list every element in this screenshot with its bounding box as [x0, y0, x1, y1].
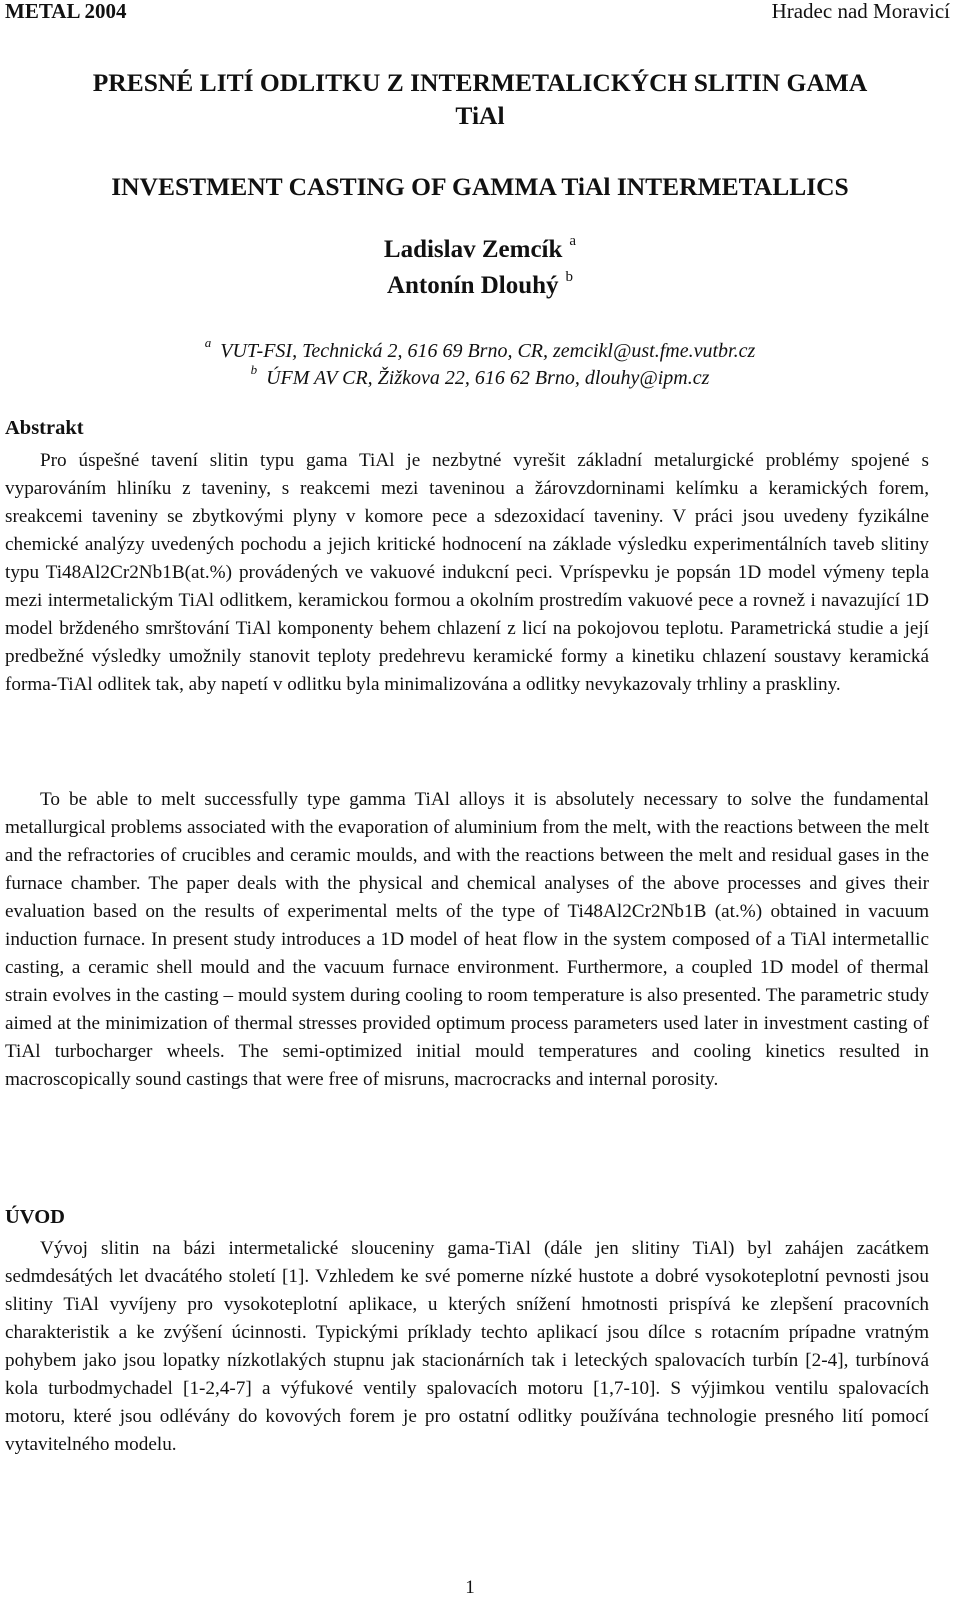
affiliation-2 [0, 362, 960, 390]
affiliation-mark: a [204, 335, 212, 350]
author-2 [0, 269, 960, 300]
author-affiliation-mark: a [569, 233, 577, 249]
affiliation-text: VUT-FSI, Technická 2, 616 69 Brno, CR, zemcikl@ust.fme.vutbr.cz [220, 340, 756, 362]
affiliation-mark: b [250, 362, 258, 377]
intro-paragraph: Vývoj slitin na bázi intermetalické slouceniny gama-TiAl (dále jen slitiny TiAl) byl zahájen zacátkem sedmdesátých let dvacátého století [1]. Vzhledem ke své pomerne nízké hustote a dobré vysokoteplotní pevnosti jsou slitiny TiAl vyvíjeny pro vysokoteplotní aplikace, u kterých snížení hmotnosti prispívá ke zlepšení pracovních charakteristik a ke zvýšení úcinnosti. Typickými príklady techto aplikací jsou dílce s rotacním prípadne vratným pohybem jako jsou lopatky nízkotlakých stupnu jak stacionárních tak i leteckých spalovacích turbín [2-4], turbínová kola turbodmychadel [1-2,4-7] a výfukové ventily spalovacích motoru [1,7-10]. S výjimkou ventilu spalovacích motoru, které jsou odlévány do kovových forem je pro ostatní odlitky používána technologie presného lití pomocí vytavitelného modelu. [5, 1238, 929, 1455]
intro-heading: ÚVOD [5, 1206, 65, 1228]
author-1 [0, 233, 960, 264]
page-number: 1 [465, 1577, 475, 1598]
conference-location: Hradec nad Moravicí [771, 0, 950, 23]
title-czech-line1: PRESNÉ LITÍ ODLITKU Z INTERMETALICKÝCH SLITIN GAMA [92, 68, 868, 97]
title-czech-line2: TiAl [455, 101, 505, 130]
author-name: Ladislav Zemcík [383, 236, 563, 263]
title-english: INVESTMENT CASTING OF GAMMA TiAl INTERMETALLICS [111, 172, 849, 201]
abstract-czech: Pro úspešné tavení slitin typu gama TiAl je nezbytné vyrešit základní metalurgické problémy spojené s vyparováním hliníku z taveniny, s reakcemi mezi taveninou a žárovzdorninami kelímku a keramických forem, sreakcemi taveniny se zbytkovými plyny v komore pece a sdezoxidací taveniny. V práci jsou uvedeny fyzikálne chemické analýzy uvedených pochodu a jejich kritické hodnocení na základe výsledku experimentálních taveb slitiny typu Ti48Al2Cr2Nb1B(at.%) provádených ve vakuové indukcní peci. Vpríspevku je popsán 1D model výmeny tepla mezi intermetalickým TiAl odlitkem, keramickou formou a okolním prostredím vakuové pece a rovnež i navazující 1D model brždeného smrštování TiAl komponenty behem chlazení z licí na pokojovou teplotu. Parametrická studie a její predbežné výsledky umožnily stanovit teploty predehrevu keramické formy a kinetiku chlazení soustavy keramická forma-TiAl odlitek tak, aby napetí v odlitku byla minimalizována a odlitky nevykazovaly trhliny a praskliny. [5, 450, 929, 695]
affiliation-text: ÚFM AV CR, Žižkova 22, 616 62 Brno, dlouhy@ipm.cz [266, 367, 710, 389]
conference-name: METAL 2004 [5, 0, 127, 23]
abstract-english: To be able to melt successfully type gamma TiAl alloys it is absolutely necessary to solve the fundamental metallurgical problems associated with the evaporation of aluminium from the melt, with the reactions between the melt and the refractories of crucibles and ceramic moulds, and with the reactions between the melt and residual gases in the furnace chamber. The paper deals with the physical and chemical analyses of the above processes and gives their evaluation based on the results of experimental melts of the type of Ti48Al2Cr2Nb1B (at.%) obtained in vacuum induction furnace. In present study introduces a 1D model of heat flow in the system composed of a TiAl intermetallic casting, a ceramic shell mould and the vacuum furnace environment. Furthermore, a coupled 1D model of thermal strain evolves in the casting – mould system during cooling to room temperature is also presented. The parametric study aimed at the minimization of thermal stresses provided optimum process parameters used later in investment casting of TiAl turbocharger wheels. The semi-optimized initial mould temperatures and cooling kinetics resulted in macroscopically sound castings that were free of misruns, macrocracks and internal porosity. [5, 789, 929, 1090]
abstract-heading: Abstrakt [5, 417, 84, 439]
author-name: Antonín Dlouhý [386, 272, 559, 299]
author-affiliation-mark: b [565, 269, 574, 285]
affiliation-1 [0, 335, 960, 363]
